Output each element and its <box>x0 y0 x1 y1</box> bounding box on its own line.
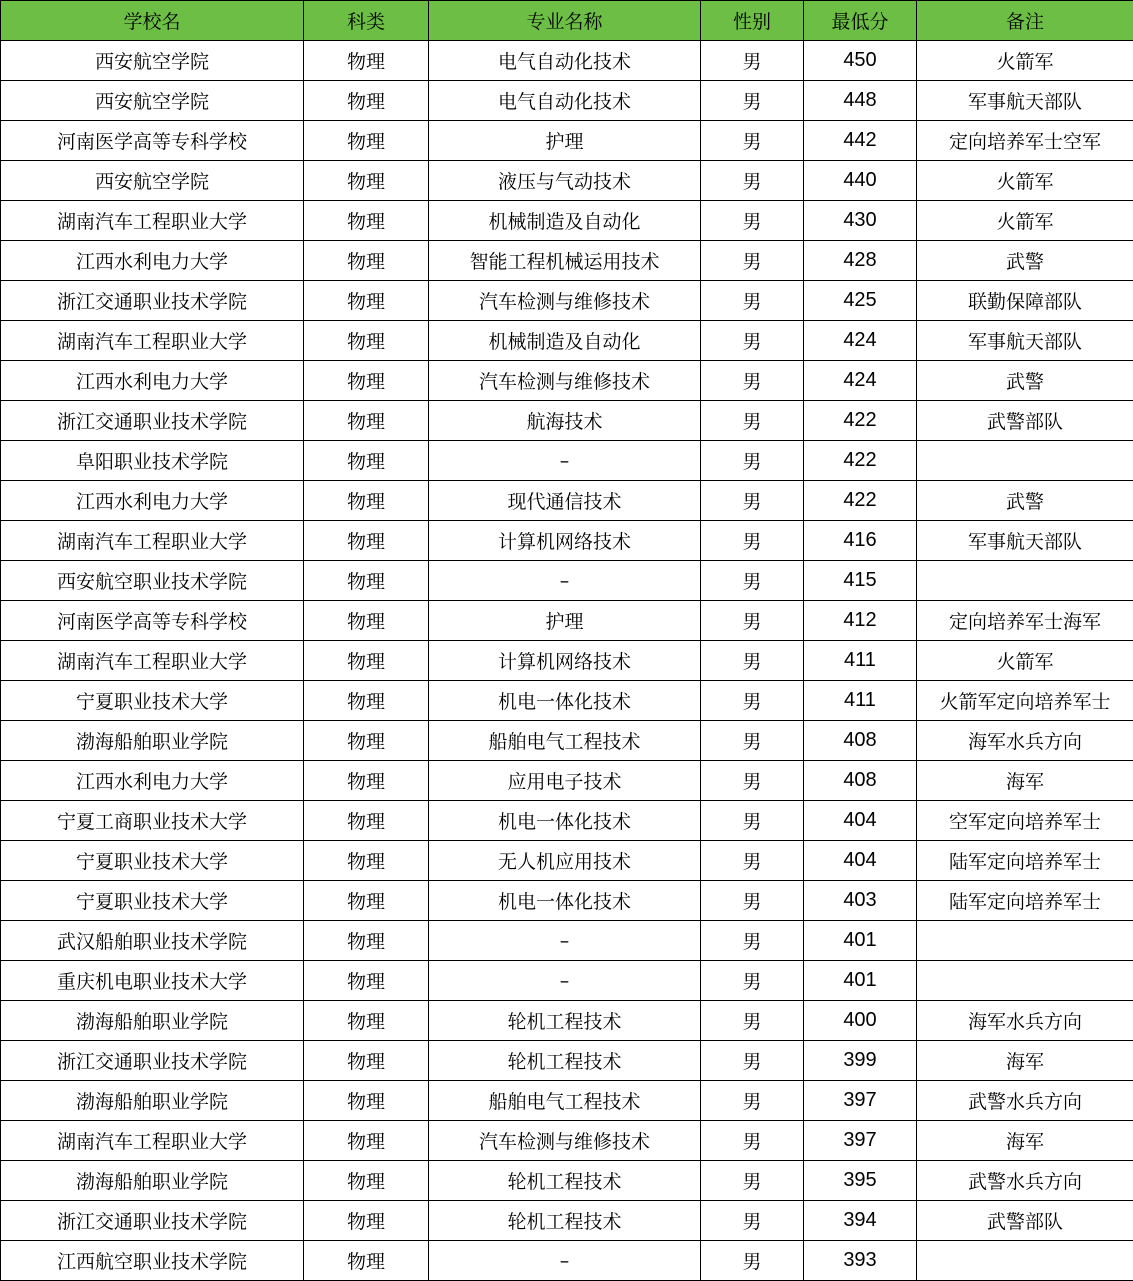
cell-gender: 男 <box>701 41 804 81</box>
cell-gender: 男 <box>701 1081 804 1121</box>
cell-major-name: 轮机工程技术 <box>429 1041 701 1081</box>
cell-min-score: 448 <box>804 81 917 121</box>
cell-major-name: 应用电子技术 <box>429 761 701 801</box>
table-row <box>1 81 1133 121</box>
cell-subject-category: 物理 <box>304 1121 429 1161</box>
cell-gender: 男 <box>701 81 804 121</box>
cell-min-score: 430 <box>804 201 917 241</box>
cell-remarks: 定向培养军士空军 <box>917 121 1133 161</box>
cell-major-name: 船舶电气工程技术 <box>429 721 701 761</box>
table-row <box>1 161 1133 201</box>
cell-subject-category: 物理 <box>304 441 429 481</box>
cell-school-name: 重庆机电职业技术大学 <box>1 961 304 1001</box>
cell-remarks <box>917 961 1133 1001</box>
cell-major-name: 护理 <box>429 601 701 641</box>
cell-min-score: 411 <box>804 681 917 721</box>
table-row <box>1 361 1133 401</box>
cell-min-score: 422 <box>804 401 917 441</box>
cell-school-name: 湖南汽车工程职业大学 <box>1 321 304 361</box>
cell-school-name: 江西航空职业技术学院 <box>1 1241 304 1281</box>
table-row <box>1 321 1133 361</box>
cell-gender: 男 <box>701 841 804 881</box>
cell-subject-category: 物理 <box>304 121 429 161</box>
table-row <box>1 881 1133 921</box>
cell-major-name: 现代通信技术 <box>429 481 701 521</box>
cell-subject-category: 物理 <box>304 721 429 761</box>
cell-remarks: 火箭军 <box>917 161 1133 201</box>
cell-major-name: 机械制造及自动化 <box>429 321 701 361</box>
cell-subject-category: 物理 <box>304 161 429 201</box>
cell-remarks: 定向培养军士海军 <box>917 601 1133 641</box>
cell-subject-category: 物理 <box>304 361 429 401</box>
cell-subject-category: 物理 <box>304 881 429 921</box>
table-row <box>1 961 1133 1001</box>
table-row <box>1 601 1133 641</box>
cell-gender: 男 <box>701 1041 804 1081</box>
cell-subject-category: 物理 <box>304 81 429 121</box>
cell-school-name: 渤海船舶职业学院 <box>1 1081 304 1121</box>
cell-remarks: 海军水兵方向 <box>917 721 1133 761</box>
cell-major-name: – <box>429 961 701 1001</box>
cell-school-name: 湖南汽车工程职业大学 <box>1 521 304 561</box>
table-row <box>1 921 1133 961</box>
cell-remarks: 武警部队 <box>917 401 1133 441</box>
cell-min-score: 450 <box>804 41 917 81</box>
cell-major-name: 机电一体化技术 <box>429 801 701 841</box>
cell-min-score: 424 <box>804 321 917 361</box>
cell-remarks <box>917 921 1133 961</box>
cell-school-name: 西安航空学院 <box>1 81 304 121</box>
cell-major-name: – <box>429 441 701 481</box>
cell-subject-category: 物理 <box>304 681 429 721</box>
cell-remarks: 武警 <box>917 241 1133 281</box>
cell-school-name: 湖南汽车工程职业大学 <box>1 1121 304 1161</box>
cell-gender: 男 <box>701 161 804 201</box>
cell-gender: 男 <box>701 561 804 601</box>
cell-school-name: 湖南汽车工程职业大学 <box>1 201 304 241</box>
cell-gender: 男 <box>701 601 804 641</box>
cell-school-name: 宁夏职业技术大学 <box>1 681 304 721</box>
cell-school-name: 宁夏工商职业技术大学 <box>1 801 304 841</box>
cell-remarks: 陆军定向培养军士 <box>917 881 1133 921</box>
table-row <box>1 401 1133 441</box>
cell-school-name: 渤海船舶职业学院 <box>1 1001 304 1041</box>
cell-gender: 男 <box>701 481 804 521</box>
cell-remarks <box>917 561 1133 601</box>
cell-min-score: 422 <box>804 441 917 481</box>
cell-subject-category: 物理 <box>304 1161 429 1201</box>
cell-gender: 男 <box>701 401 804 441</box>
cell-remarks: 武警 <box>917 361 1133 401</box>
cell-gender: 男 <box>701 521 804 561</box>
cell-major-name: 智能工程机械运用技术 <box>429 241 701 281</box>
cell-subject-category: 物理 <box>304 601 429 641</box>
cell-min-score: 401 <box>804 921 917 961</box>
cell-major-name: – <box>429 921 701 961</box>
cell-school-name: 西安航空学院 <box>1 41 304 81</box>
table-row <box>1 1081 1133 1121</box>
cell-gender: 男 <box>701 1121 804 1161</box>
cell-remarks: 海军 <box>917 1041 1133 1081</box>
table-row <box>1 1241 1133 1281</box>
table-row <box>1 1041 1133 1081</box>
cell-gender: 男 <box>701 721 804 761</box>
cell-subject-category: 物理 <box>304 1041 429 1081</box>
cell-remarks: 海军水兵方向 <box>917 1001 1133 1041</box>
header-min-score: 最低分 <box>804 1 917 41</box>
cell-min-score: 440 <box>804 161 917 201</box>
cell-gender: 男 <box>701 321 804 361</box>
cell-major-name: 无人机应用技术 <box>429 841 701 881</box>
cell-subject-category: 物理 <box>304 281 429 321</box>
cell-remarks: 武警水兵方向 <box>917 1161 1133 1201</box>
cell-remarks: 海军 <box>917 1121 1133 1161</box>
cell-school-name: 宁夏职业技术大学 <box>1 841 304 881</box>
cell-subject-category: 物理 <box>304 321 429 361</box>
cell-min-score: 408 <box>804 721 917 761</box>
cell-school-name: 湖南汽车工程职业大学 <box>1 641 304 681</box>
cell-remarks: 海军 <box>917 761 1133 801</box>
cell-min-score: 401 <box>804 961 917 1001</box>
table-row <box>1 1201 1133 1241</box>
cell-gender: 男 <box>701 201 804 241</box>
cell-major-name: 机电一体化技术 <box>429 681 701 721</box>
cell-remarks: 火箭军 <box>917 41 1133 81</box>
table-row <box>1 681 1133 721</box>
cell-school-name: 宁夏职业技术大学 <box>1 881 304 921</box>
table-row <box>1 41 1133 81</box>
cell-remarks: 联勤保障部队 <box>917 281 1133 321</box>
cell-gender: 男 <box>701 121 804 161</box>
cell-school-name: 渤海船舶职业学院 <box>1 721 304 761</box>
cell-school-name: 河南医学高等专科学校 <box>1 601 304 641</box>
table-row <box>1 1121 1133 1161</box>
cell-remarks: 军事航天部队 <box>917 521 1133 561</box>
cell-major-name: 计算机网络技术 <box>429 641 701 681</box>
table-row <box>1 121 1133 161</box>
cell-major-name: 航海技术 <box>429 401 701 441</box>
cell-school-name: 浙江交通职业技术学院 <box>1 281 304 321</box>
cell-remarks: 军事航天部队 <box>917 321 1133 361</box>
header-major-name: 专业名称 <box>429 1 701 41</box>
cell-major-name: 汽车检测与维修技术 <box>429 281 701 321</box>
header-subject-category: 科类 <box>304 1 429 41</box>
cell-gender: 男 <box>701 1201 804 1241</box>
cell-subject-category: 物理 <box>304 481 429 521</box>
cell-school-name: 浙江交通职业技术学院 <box>1 401 304 441</box>
cell-min-score: 428 <box>804 241 917 281</box>
header-gender: 性别 <box>701 1 804 41</box>
cell-school-name: 浙江交通职业技术学院 <box>1 1201 304 1241</box>
cell-subject-category: 物理 <box>304 1001 429 1041</box>
cell-school-name: 西安航空学院 <box>1 161 304 201</box>
table-row <box>1 481 1133 521</box>
cell-remarks <box>917 441 1133 481</box>
table-row <box>1 241 1133 281</box>
cell-school-name: 阜阳职业技术学院 <box>1 441 304 481</box>
cell-subject-category: 物理 <box>304 961 429 1001</box>
cell-min-score: 400 <box>804 1001 917 1041</box>
table-body <box>1 41 1133 1281</box>
cell-min-score: 422 <box>804 481 917 521</box>
cell-remarks: 武警 <box>917 481 1133 521</box>
cell-school-name: 武汉船舶职业技术学院 <box>1 921 304 961</box>
table-row <box>1 761 1133 801</box>
cell-subject-category: 物理 <box>304 241 429 281</box>
table-row <box>1 281 1133 321</box>
cell-major-name: 机械制造及自动化 <box>429 201 701 241</box>
table-row <box>1 841 1133 881</box>
cell-gender: 男 <box>701 1161 804 1201</box>
cell-major-name: 机电一体化技术 <box>429 881 701 921</box>
cell-school-name: 渤海船舶职业学院 <box>1 1161 304 1201</box>
cell-gender: 男 <box>701 921 804 961</box>
table-row <box>1 201 1133 241</box>
cell-min-score: 425 <box>804 281 917 321</box>
cell-gender: 男 <box>701 1241 804 1281</box>
cell-major-name: 护理 <box>429 121 701 161</box>
cell-remarks: 空军定向培养军士 <box>917 801 1133 841</box>
header-school-name: 学校名 <box>1 1 304 41</box>
table-row <box>1 721 1133 761</box>
cell-major-name: 计算机网络技术 <box>429 521 701 561</box>
cell-major-name: 电气自动化技术 <box>429 81 701 121</box>
table-row <box>1 801 1133 841</box>
cell-major-name: 轮机工程技术 <box>429 1161 701 1201</box>
cell-major-name: 轮机工程技术 <box>429 1201 701 1241</box>
cell-major-name: – <box>429 1241 701 1281</box>
cell-min-score: 404 <box>804 801 917 841</box>
cell-gender: 男 <box>701 361 804 401</box>
cell-min-score: 412 <box>804 601 917 641</box>
table-row <box>1 561 1133 601</box>
cell-major-name: – <box>429 561 701 601</box>
cell-remarks: 武警部队 <box>917 1201 1133 1241</box>
cell-subject-category: 物理 <box>304 1201 429 1241</box>
cell-gender: 男 <box>701 961 804 1001</box>
cell-gender: 男 <box>701 681 804 721</box>
cell-min-score: 424 <box>804 361 917 401</box>
table-row <box>1 641 1133 681</box>
cell-school-name: 江西水利电力大学 <box>1 481 304 521</box>
cell-subject-category: 物理 <box>304 641 429 681</box>
cell-gender: 男 <box>701 801 804 841</box>
table-row <box>1 521 1133 561</box>
cell-remarks <box>917 1241 1133 1281</box>
cell-school-name: 江西水利电力大学 <box>1 241 304 281</box>
cell-subject-category: 物理 <box>304 401 429 441</box>
cell-min-score: 397 <box>804 1121 917 1161</box>
cell-min-score: 399 <box>804 1041 917 1081</box>
cell-subject-category: 物理 <box>304 841 429 881</box>
cell-min-score: 395 <box>804 1161 917 1201</box>
cell-subject-category: 物理 <box>304 921 429 961</box>
cell-subject-category: 物理 <box>304 1081 429 1121</box>
cell-gender: 男 <box>701 441 804 481</box>
cell-gender: 男 <box>701 881 804 921</box>
cell-min-score: 415 <box>804 561 917 601</box>
cell-min-score: 442 <box>804 121 917 161</box>
cell-subject-category: 物理 <box>304 521 429 561</box>
cell-gender: 男 <box>701 761 804 801</box>
cell-subject-category: 物理 <box>304 801 429 841</box>
table-row <box>1 1161 1133 1201</box>
cell-gender: 男 <box>701 241 804 281</box>
table-row <box>1 441 1133 481</box>
cell-remarks: 陆军定向培养军士 <box>917 841 1133 881</box>
cell-school-name: 河南医学高等专科学校 <box>1 121 304 161</box>
cell-min-score: 403 <box>804 881 917 921</box>
cell-school-name: 西安航空职业技术学院 <box>1 561 304 601</box>
cell-major-name: 电气自动化技术 <box>429 41 701 81</box>
cell-remarks: 火箭军定向培养军士 <box>917 681 1133 721</box>
cell-min-score: 408 <box>804 761 917 801</box>
cell-subject-category: 物理 <box>304 761 429 801</box>
cell-min-score: 394 <box>804 1201 917 1241</box>
cell-school-name: 浙江交通职业技术学院 <box>1 1041 304 1081</box>
table-header-row <box>1 1 1133 41</box>
cell-major-name: 轮机工程技术 <box>429 1001 701 1041</box>
cell-major-name: 汽车检测与维修技术 <box>429 1121 701 1161</box>
cell-subject-category: 物理 <box>304 201 429 241</box>
cell-school-name: 江西水利电力大学 <box>1 761 304 801</box>
header-remarks: 备注 <box>917 1 1133 41</box>
cell-subject-category: 物理 <box>304 41 429 81</box>
cell-remarks: 军事航天部队 <box>917 81 1133 121</box>
cell-remarks: 火箭军 <box>917 641 1133 681</box>
cell-min-score: 393 <box>804 1241 917 1281</box>
cell-min-score: 404 <box>804 841 917 881</box>
cell-subject-category: 物理 <box>304 561 429 601</box>
table-row <box>1 1001 1133 1041</box>
cell-min-score: 411 <box>804 641 917 681</box>
cell-subject-category: 物理 <box>304 1241 429 1281</box>
cell-major-name: 船舶电气工程技术 <box>429 1081 701 1121</box>
cell-gender: 男 <box>701 641 804 681</box>
cell-gender: 男 <box>701 1001 804 1041</box>
cell-major-name: 汽车检测与维修技术 <box>429 361 701 401</box>
cell-remarks: 火箭军 <box>917 201 1133 241</box>
cell-school-name: 江西水利电力大学 <box>1 361 304 401</box>
cell-remarks: 武警水兵方向 <box>917 1081 1133 1121</box>
cell-major-name: 液压与气动技术 <box>429 161 701 201</box>
cell-min-score: 416 <box>804 521 917 561</box>
cell-min-score: 397 <box>804 1081 917 1121</box>
cell-gender: 男 <box>701 281 804 321</box>
